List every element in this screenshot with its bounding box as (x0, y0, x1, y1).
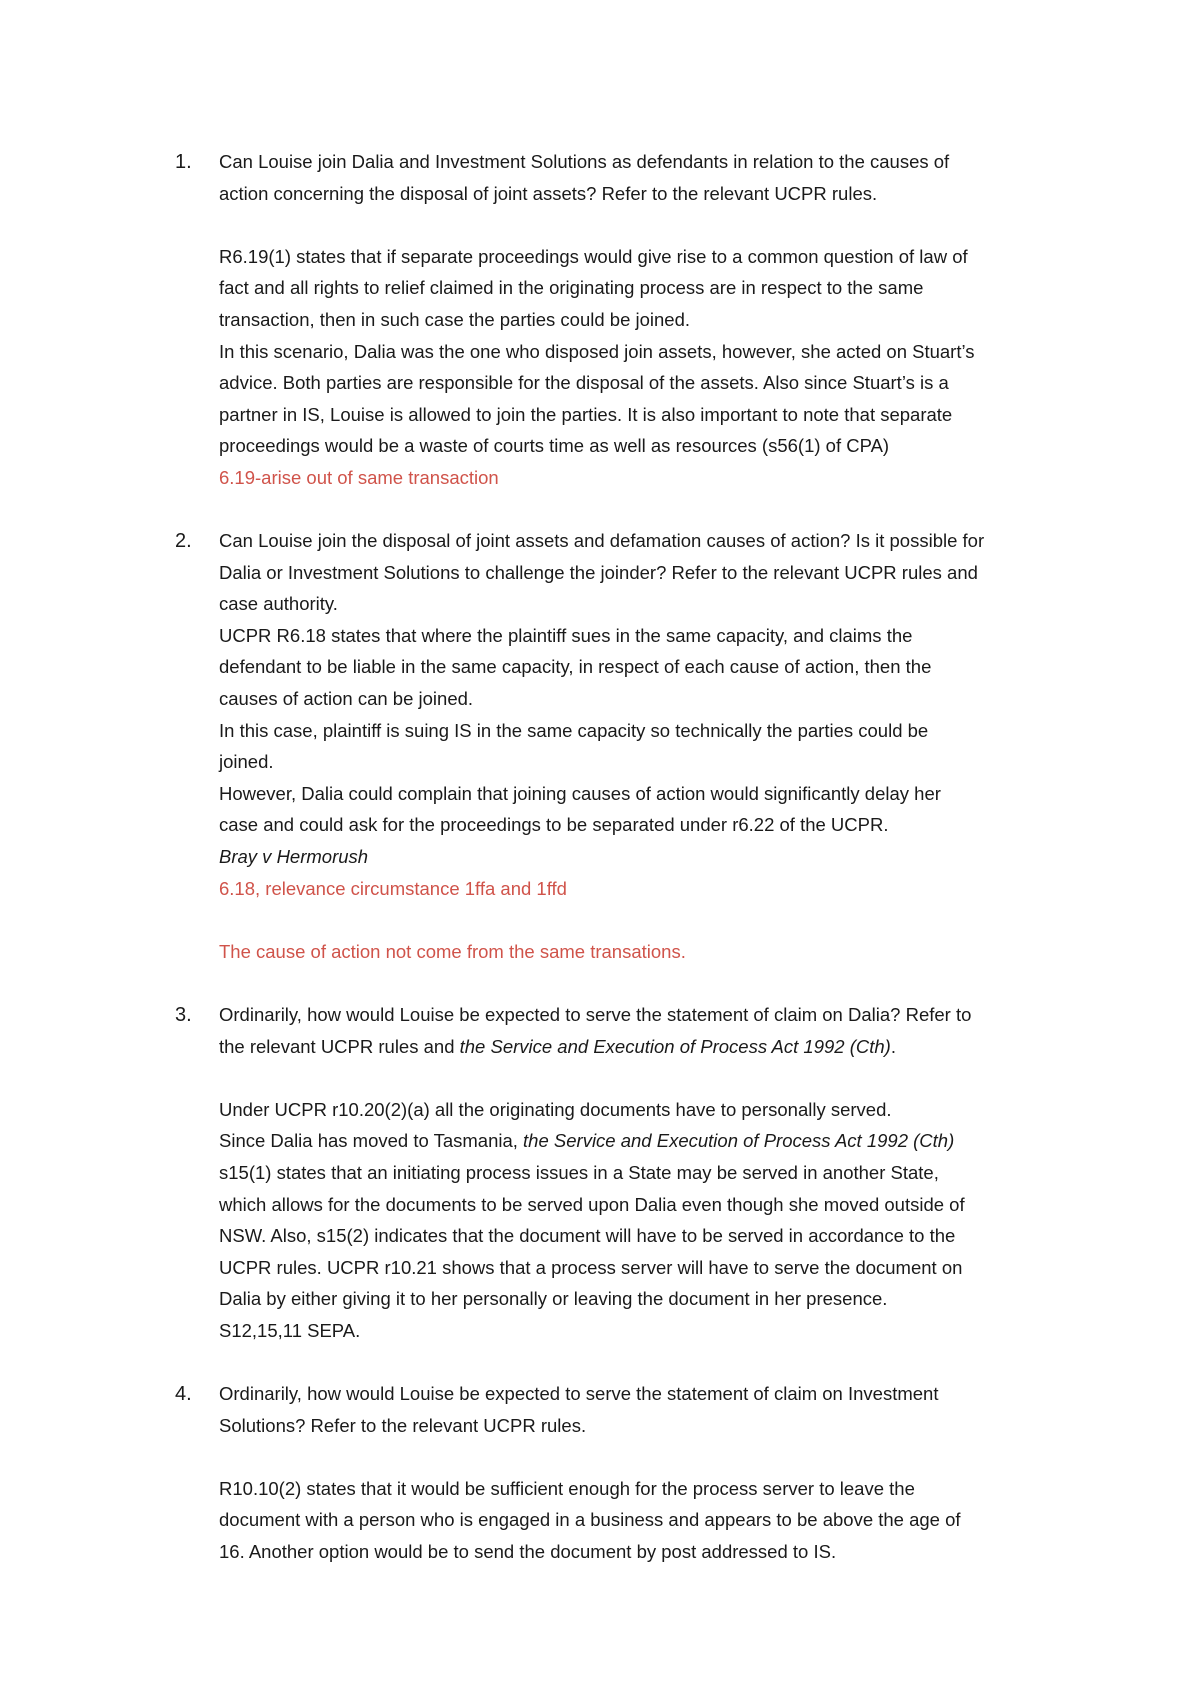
italic-citation: the Service and Execution of Process Act 1992 (Cth) (523, 1130, 955, 1152)
text-line: However, Dalia could complain that joining causes of action would significantly delay her (219, 782, 941, 804)
text-line: S12,15,11 SEPA. (219, 1319, 361, 1341)
question-2 (175, 525, 1075, 967)
text-line: advice. Both parties are responsible for the disposal of the assets. Also since Stuart’s is a (219, 372, 949, 394)
annotation-note: 6.18, relevance circumstance 1ffa and 1ffd (219, 877, 567, 899)
text-line: Dalia or Investment Solutions to challenge the joinder? Refer to the relevant UCPR rules and (219, 561, 978, 583)
question-number: 2. (175, 530, 192, 552)
text-line: In this scenario, Dalia was the one who disposed join assets, however, she acted on Stuart’s (219, 340, 975, 362)
question-4 (175, 1378, 1075, 1568)
italic-citation: the Service and Execution of Process Act 1992 (Cth) (459, 1035, 891, 1057)
text-line: Ordinarily, how would Louise be expected to serve the statement of claim on Investment (219, 1383, 939, 1404)
question-body (219, 146, 1075, 494)
question-body (219, 999, 1075, 1347)
text-line: Dalia by either giving it to her personally or leaving the document in her presence. (219, 1288, 888, 1310)
question-number: 3. (175, 1004, 192, 1026)
text-line: partner in IS, Louise is allowed to join the parties. It is also important to note that separate (219, 403, 953, 425)
text-line: case authority. (219, 593, 338, 615)
text-line: proceedings would be a waste of courts time as well as resources (s56(1) of CPA) (219, 435, 890, 457)
text-line: Under UCPR r10.20(2)(a) all the originating documents have to personally served. (219, 1098, 892, 1120)
text-line: In this case, plaintiff is suing IS in the same capacity so technically the parties could be (219, 719, 929, 741)
text-line: transaction, then in such case the parties could be joined. (219, 308, 691, 330)
text-line: defendant to be liable in the same capacity, in respect of each cause of action, then the (219, 656, 932, 678)
question-body (219, 1378, 1075, 1568)
text-line: R6.19(1) states that if separate proceedings would give rise to a common question of law of (219, 245, 968, 267)
text-line: joined. (219, 751, 274, 773)
text-line: fact and all rights to relief claimed in the originating process are in respect to the same (219, 277, 924, 299)
text-line: causes of action can be joined. (219, 687, 474, 709)
text-line: R10.10(2) states that it would be sufficient enough for the process server to leave the (219, 1477, 915, 1499)
question-body (219, 525, 1075, 967)
blank-line (219, 904, 1075, 936)
blank-line (219, 1441, 1075, 1473)
question-3 (175, 999, 1075, 1347)
text-line: which allows for the documents to be served upon Dalia even though she moved outside of (219, 1193, 965, 1215)
text-line: action concerning the disposal of joint assets? Refer to the relevant UCPR rules. (219, 182, 878, 204)
question-1 (175, 146, 1075, 494)
text-line: Solutions? Refer to the relevant UCPR rules. (219, 1414, 587, 1436)
text-line: 16. Another option would be to send the document by post addressed to IS. (219, 1540, 837, 1562)
annotation-note: The cause of action not come from the same transations. (219, 940, 686, 962)
text-line: s15(1) states that an initiating process issues in a State may be served in another State, (219, 1161, 939, 1183)
text-line: Can Louise join Dalia and Investment Solutions as defendants in relation to the causes of (219, 151, 950, 172)
text-line: Can Louise join the disposal of joint assets and defamation causes of action? Is it possible for (219, 530, 985, 551)
text-line (219, 1125, 1075, 1157)
text-line: document with a person who is engaged in a business and appears to be above the age of (219, 1509, 961, 1531)
text-line: Bray v Hermorush (219, 845, 369, 867)
question-number: 1. (175, 151, 192, 173)
text-line: case and could ask for the proceedings to be separated under r6.22 of the UCPR. (219, 814, 889, 836)
blank-line (219, 209, 1075, 241)
text-span: Since Dalia has moved to Tasmania, (219, 1130, 524, 1152)
text-line: NSW. Also, s15(2) indicates that the document will have to be served in accordance to the (219, 1225, 956, 1247)
text-span: the relevant UCPR rules and (219, 1035, 460, 1057)
annotation-note: 6.19-arise out of same transaction (219, 466, 499, 488)
text-line (219, 1031, 1075, 1063)
text-line: Ordinarily, how would Louise be expected to serve the statement of claim on Dalia? Refer to (219, 1004, 972, 1025)
text-line: UCPR R6.18 states that where the plaintiff sues in the same capacity, and claims the (219, 624, 913, 646)
text-span: . (890, 1035, 896, 1057)
blank-line (219, 1062, 1075, 1094)
question-number: 4. (175, 1383, 192, 1405)
text-line: UCPR rules. UCPR r10.21 shows that a process server will have to serve the document on (219, 1256, 963, 1278)
